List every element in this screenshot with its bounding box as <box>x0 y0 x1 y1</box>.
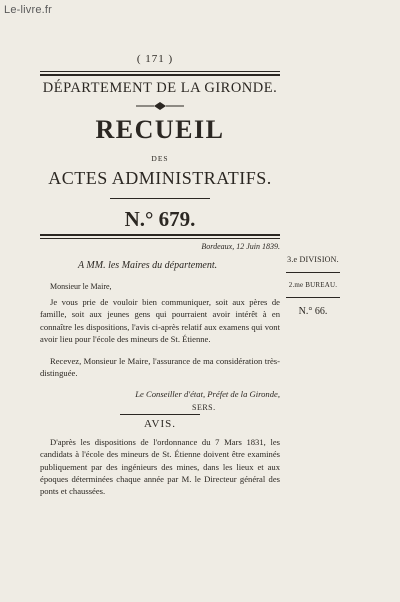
subtitle-rule <box>110 198 210 199</box>
header-bottom-rule-thick <box>40 234 280 236</box>
salutation: Monsieur le Maire, <box>50 282 112 291</box>
signer-name: SERS. <box>192 403 216 412</box>
header-bottom-rule-thin <box>40 238 280 239</box>
sidebar-number: N.° 66. <box>298 306 328 317</box>
avis-heading: AVIS. <box>143 418 176 430</box>
title-des: DES <box>151 154 169 163</box>
sidebar-bureau: 2.me BUREAU. <box>288 281 338 289</box>
actes-subtitle: ACTES ADMINISTRATIFS. <box>48 168 272 188</box>
sidebar-rule-2 <box>286 297 340 298</box>
paragraph-avis: D'après les dispositions de l'ordonnance du 7 Mars 1831, les candidats à l'école des mineurs de St. Étienne doivent être examinés publiquement par des ingénieurs des mines, dans les lieux et aux époques déterminées chaque année par M. le Directeur général des ponts et chaussées. <box>40 437 280 497</box>
sidebar-division: 3.e DIVISION. <box>287 255 339 264</box>
issue-number: N.° 679. <box>124 207 196 231</box>
paragraph-regards: Recevez, Monsieur le Maire, l'assurance de ma considération très-distinguée. <box>40 356 280 379</box>
signer-title: Le Conseiller d'état, Préfet de la Gironde, <box>135 389 280 399</box>
paragraph-request: Je vous prie de vouloir bien communiquer, soit aux pères de famille, soit aux jeunes gens qui pourraient avoir intérêt à en connaître les dispositions, l'avis ci-après relatif aux examens qui vont avoir lieu pour l'école des mineurs de St. Étienne. <box>40 297 280 344</box>
ornament-divider <box>136 102 184 110</box>
addressee: A MM. les Maires du département. <box>78 260 218 271</box>
watermark: Le-livre.fr <box>4 4 53 16</box>
recueil-title: RECUEIL <box>95 115 225 144</box>
department-heading: DÉPARTEMENT DE LA GIRONDE. <box>42 80 278 96</box>
top-rule-thin <box>40 71 280 72</box>
sidebar-rule-1 <box>286 272 340 273</box>
top-rule-thick <box>40 74 280 76</box>
avis-rule <box>120 414 200 415</box>
date-line: Bordeaux, 12 Juin 1839. <box>201 242 280 251</box>
page-number: ( 171 ) <box>136 53 174 65</box>
